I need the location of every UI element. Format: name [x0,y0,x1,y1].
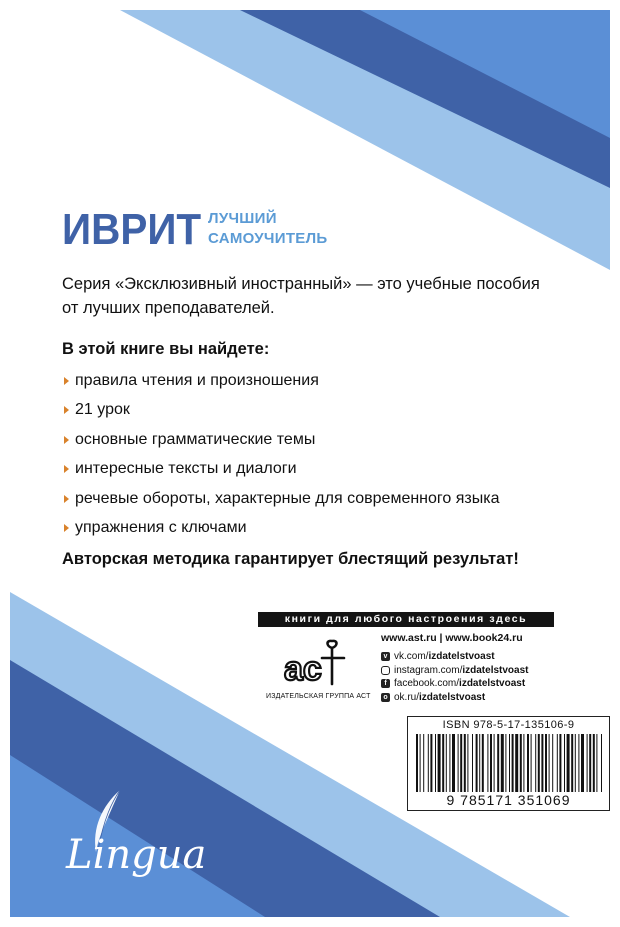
feature-text: правила чтения и произношения [75,371,319,389]
barcode-bar [438,734,441,792]
lingua-series-logo [62,788,222,888]
facebook-icon: f [381,679,390,688]
barcode-bar [430,734,432,792]
ast-logo-icon [280,638,352,690]
barcode-bar [587,734,588,792]
barcode-bar [420,734,421,792]
barcode-bar [538,734,540,792]
bullet-arrow-icon [64,524,69,532]
barcode-bar [479,734,480,792]
isbn-number: ISBN 978-5-17-135106-9 [442,719,575,731]
barcode-bar [564,734,565,792]
social-link-facebook[interactable] [381,677,529,691]
social-prefix: facebook.com/ [394,678,460,690]
barcode-bar [593,734,595,792]
barcode-bar [494,734,495,792]
barcode-bar [571,734,573,792]
book-title: ИВРИТ [62,205,202,254]
feature-item [62,514,500,544]
barcode-bar [531,734,532,792]
social-link-instagram[interactable] [381,664,529,678]
barcode-bar [541,734,543,792]
social-handle: izdatelstvoast [462,664,529,676]
barcode-bar [490,734,492,792]
barcode-bar [515,734,518,792]
barcode-bar [449,734,450,792]
barcode-bar [428,734,429,792]
social-handle: izdatelstvoast [419,691,486,703]
publisher-tagline: книги для любого настроения здесь [258,612,554,627]
feature-item [62,455,500,485]
barcode-bar [549,734,550,792]
feature-text: 21 урок [75,401,130,419]
lingua-logo-text: Lingua [66,832,207,878]
barcode-bar [581,734,584,792]
barcode-bar [575,734,576,792]
series-description [62,272,562,320]
features-list [62,366,500,543]
social-links [381,650,529,704]
feature-item [62,366,500,396]
barcode-bar [442,734,444,792]
feature-text: основные грамматические темы [75,430,316,448]
barcode-bar [601,734,602,792]
social-link-vk[interactable] [381,650,529,664]
barcode-bar [552,734,553,792]
social-prefix: instagram.com/ [394,664,463,676]
barcode-bar [545,734,547,792]
barcode-bar [497,734,499,792]
barcode-bar [535,734,536,792]
social-handle: izdatelstvoast [428,651,495,662]
barcode-bar [416,734,418,792]
svg-text:ас: ас [284,650,322,688]
bullet-arrow-icon [64,495,69,503]
barcode-bar [559,734,561,792]
bullet-arrow-icon [64,377,69,385]
bullet-arrow-icon [64,406,69,414]
book-subtitle-line1: ЛУЧШИЙ [208,210,277,227]
barcode-bar [458,734,459,792]
social-handle: izdatelstvoast [459,678,526,690]
barcode-icon [416,734,602,792]
barcode-bar [476,734,478,792]
barcode-bar [596,734,597,792]
feature-item [62,484,500,514]
barcode-bar [509,734,510,792]
feature-text: речевые обороты, характерные для современного языка [75,489,500,507]
barcode-bar [435,734,436,792]
publisher-web-links[interactable]: www.ast.ru | www.book24.ru [381,632,523,644]
odnoklassniki-icon: o [381,693,390,702]
barcode-bar [527,734,529,792]
feature-item [62,396,500,426]
book-back-cover [10,10,610,917]
barcode-bar [460,734,462,792]
feature-text: интересные тексты и диалоги [75,460,297,478]
feature-item [62,425,500,455]
barcode-bar [520,734,522,792]
barcode-bar [467,734,468,792]
book-subtitle-line2: САМОУЧИТЕЛЬ [208,230,328,247]
barcode-bar [505,734,506,792]
barcode-bar [523,734,524,792]
series-description-line1: Серия «Эксклюзивный иностранный» — это учебные пособия [62,275,540,293]
barcode-bar [452,734,455,792]
method-guarantee: Авторская методика гарантирует блестящий результат! [62,550,519,568]
features-heading: В этой книге вы найдете: [62,340,270,358]
bullet-arrow-icon [64,436,69,444]
barcode-bar [482,734,484,792]
barcode-digits: 9 785171 351069 [446,792,571,808]
social-link-odnoklassniki[interactable] [381,691,529,705]
barcode-bar [464,734,466,792]
barcode-bar [501,734,504,792]
barcode-bar [578,734,579,792]
barcode-bar [589,734,591,792]
publisher-group-name: ИЗДАТЕЛЬСКАЯ ГРУППА АСТ [266,693,371,700]
instagram-icon [381,666,390,675]
barcode-bar [557,734,558,792]
feature-text: упражнения с ключами [75,519,247,537]
vk-icon: v [381,652,390,661]
social-prefix: vk.com/ [394,651,429,662]
barcode-bar [512,734,514,792]
bullet-arrow-icon [64,465,69,473]
isbn-barcode [407,716,610,811]
barcode-bar [487,734,488,792]
barcode-bar [423,734,424,792]
barcode-bar [446,734,447,792]
series-description-line2: от лучших преподавателей. [62,299,275,317]
barcode-bar [472,734,473,792]
barcode-bar [567,734,570,792]
social-prefix: ok.ru/ [394,691,420,703]
